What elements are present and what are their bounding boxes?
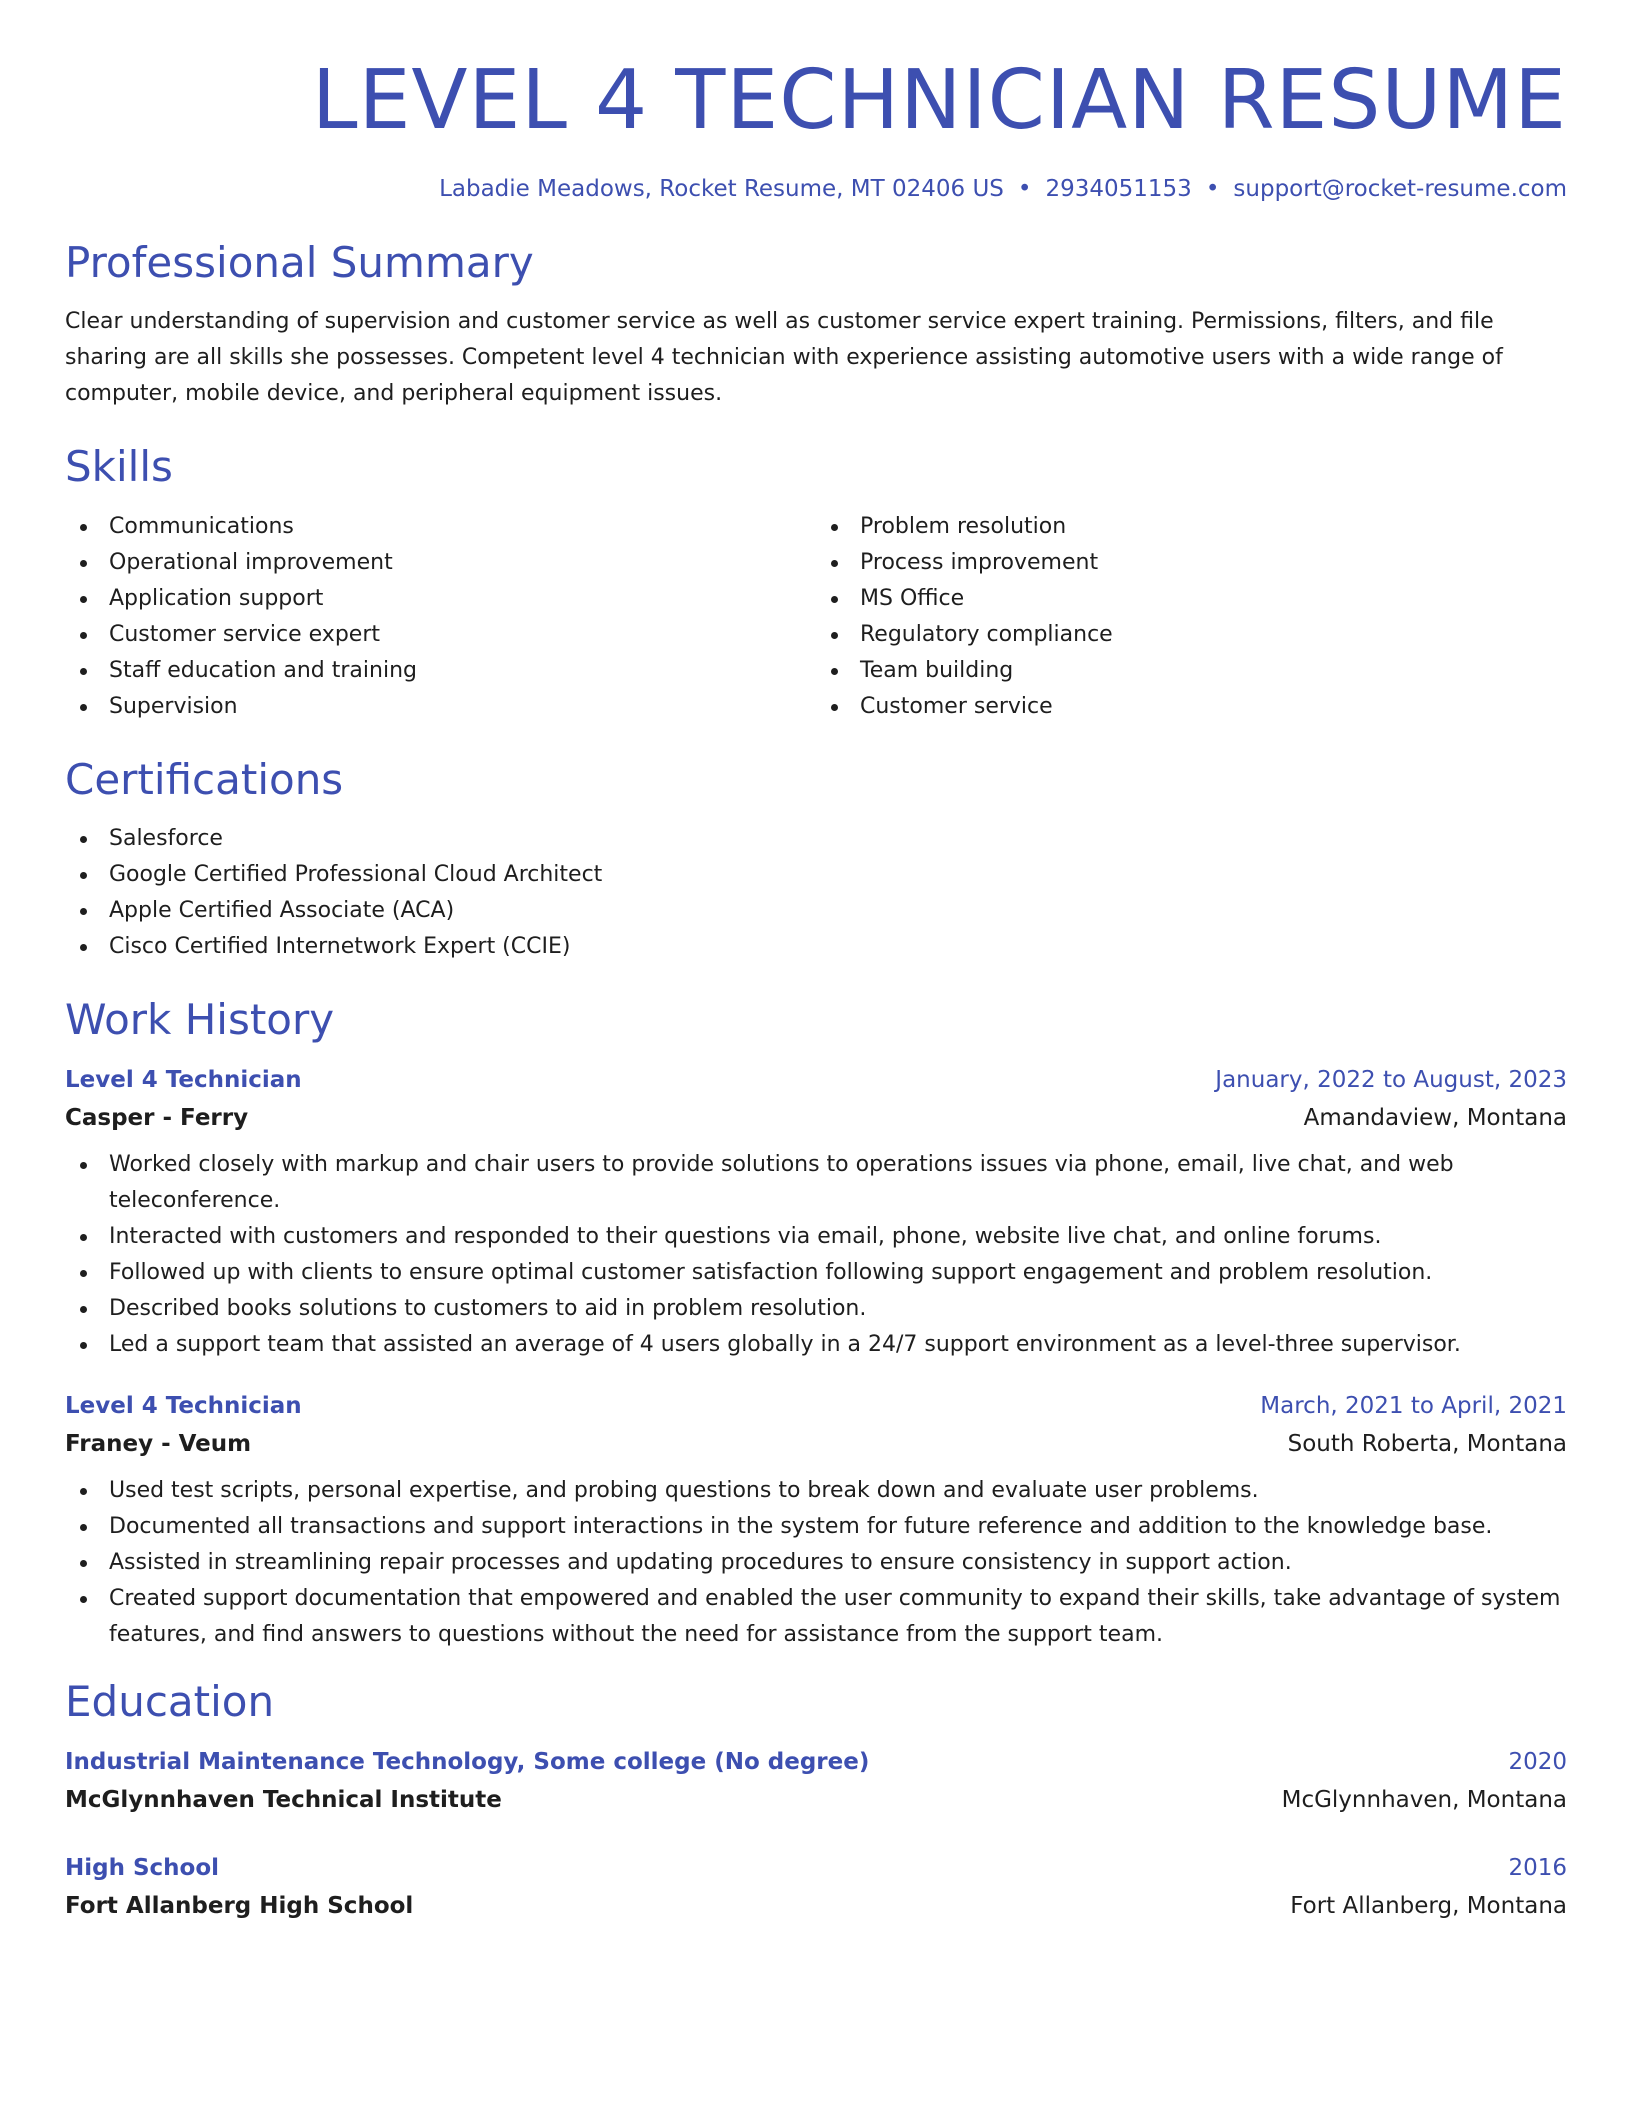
- job-bullet: Assisted in streamlining repair processes and updating procedures to ensure consistency in support action.: [65, 1545, 1567, 1581]
- education-degree-row: [65, 1743, 1567, 1781]
- job-bullet: Worked closely with markup and chair users to provide solutions to operations issues via phone, email, live chat, and web teleconference.: [65, 1147, 1567, 1219]
- education-school-row: [65, 1781, 1567, 1819]
- education-entry: [65, 1849, 1567, 1925]
- job-company-row: [65, 1099, 1567, 1137]
- education-location: McGlynnhaven, Montana: [1281, 1787, 1567, 1814]
- job-header-row: [65, 1061, 1567, 1099]
- summary-text: Clear understanding of supervision and customer service as well as customer service expert training. Permissions, filters, and file sharing are all skills she possesses. Competent level 4 technician with experience assisting automotive users with a wide range of computer, mobile device, and peripheral equipment issues.: [65, 309, 1503, 407]
- education-school-row: [65, 1887, 1567, 1925]
- skills-heading: Skills: [65, 442, 173, 492]
- contact-phone: 2934051153: [1045, 176, 1192, 203]
- skills-list-right: [816, 509, 1567, 725]
- education-school: McGlynnhaven Technical Institute: [65, 1787, 502, 1814]
- contact-separator: •: [1017, 176, 1032, 203]
- education-entry: [65, 1743, 1567, 1819]
- skill-item: Application support: [65, 581, 816, 617]
- skill-item: Team building: [816, 653, 1567, 689]
- skill-item: Supervision: [65, 689, 816, 725]
- job-entry: [65, 1061, 1567, 1363]
- job-location: South Roberta, Montana: [1287, 1430, 1567, 1457]
- job-location: Amandaview, Montana: [1303, 1104, 1567, 1131]
- skill-item: Problem resolution: [816, 509, 1567, 545]
- job-title: Level 4 Technician: [65, 1066, 302, 1093]
- skill-item: Customer service expert: [65, 617, 816, 653]
- skill-item: Customer service: [816, 689, 1567, 725]
- education-degree: High School: [65, 1855, 220, 1882]
- job-bullet: Interacted with customers and responded to their questions via email, phone, website live chat, and online forums.: [65, 1219, 1567, 1255]
- job-bullet: Used test scripts, personal expertise, and probing questions to break down and evaluate user problems.: [65, 1473, 1567, 1509]
- job-title: Level 4 Technician: [65, 1392, 302, 1419]
- resume-title: LEVEL 4 TECHNICIAN RESUME: [311, 53, 1567, 148]
- skills-section: [65, 444, 1567, 724]
- education-school: Fort Allanberg High School: [65, 1893, 414, 1920]
- education-year: 2020: [1508, 1749, 1567, 1776]
- job-company-row: [65, 1425, 1567, 1463]
- skills-grid: [65, 509, 1567, 725]
- skill-item: Communications: [65, 509, 816, 545]
- education-degree: Industrial Maintenance Technology, Some college (No degree): [65, 1749, 870, 1776]
- job-company: Casper - Ferry: [65, 1104, 249, 1131]
- education-section: [65, 1676, 1567, 1925]
- certification-item: Salesforce: [65, 821, 1567, 857]
- skills-list-left: [65, 509, 816, 725]
- job-bullets: [65, 1473, 1567, 1653]
- job-entry: [65, 1387, 1567, 1653]
- certifications-section: [65, 754, 1567, 965]
- skill-item: Staff education and training: [65, 653, 816, 689]
- job-bullet: Led a support team that assisted an average of 4 users globally in a 24/7 support environment as a level-three supervisor.: [65, 1327, 1567, 1363]
- work-history-heading: Work History: [65, 994, 335, 1044]
- contact-separator: •: [1205, 176, 1220, 203]
- job-bullet: Followed up with clients to ensure optimal customer satisfaction following support engagement and problem resolution.: [65, 1255, 1567, 1291]
- job-bullet: Described books solutions to customers to aid in problem resolution.: [65, 1291, 1567, 1327]
- certification-item: Cisco Certified Internetwork Expert (CCIE): [65, 929, 1567, 965]
- contact-email[interactable]: support@rocket-resume.com: [1233, 176, 1567, 203]
- job-header-row: [65, 1387, 1567, 1425]
- certifications-list: [65, 821, 1567, 965]
- resume-header: [65, 0, 1567, 202]
- work-history-section: [65, 994, 1567, 1653]
- job-dates: March, 2021 to April, 2021: [1260, 1392, 1567, 1419]
- contact-address: Labadie Meadows, Rocket Resume, MT 02406 US: [439, 176, 1004, 203]
- certifications-heading: Certifications: [65, 754, 344, 804]
- job-company: Franey - Veum: [65, 1430, 252, 1457]
- education-heading: Education: [65, 1676, 275, 1726]
- skill-item: Regulatory compliance: [816, 617, 1567, 653]
- job-bullet: Created support documentation that empowered and enabled the user community to expand their skills, take advantage of system features, and find answers to questions without the need for assistance from the support team.: [65, 1581, 1567, 1653]
- summary-section: [65, 240, 1567, 412]
- contact-line: [65, 176, 1567, 202]
- education-degree-row: [65, 1849, 1567, 1887]
- skill-item: Process improvement: [816, 545, 1567, 581]
- job-bullet: Documented all transactions and support interactions in the system for future reference and addition to the knowledge base.: [65, 1509, 1567, 1545]
- certification-item: Google Certified Professional Cloud Architect: [65, 857, 1567, 893]
- job-bullets: [65, 1147, 1567, 1363]
- skill-item: Operational improvement: [65, 545, 816, 581]
- certification-item: Apple Certified Associate (ACA): [65, 893, 1567, 929]
- education-year: 2016: [1508, 1855, 1567, 1882]
- summary-heading: Professional Summary: [65, 238, 534, 288]
- skill-item: MS Office: [816, 581, 1567, 617]
- education-location: Fort Allanberg, Montana: [1290, 1893, 1567, 1920]
- job-dates: January, 2022 to August, 2023: [1215, 1066, 1567, 1093]
